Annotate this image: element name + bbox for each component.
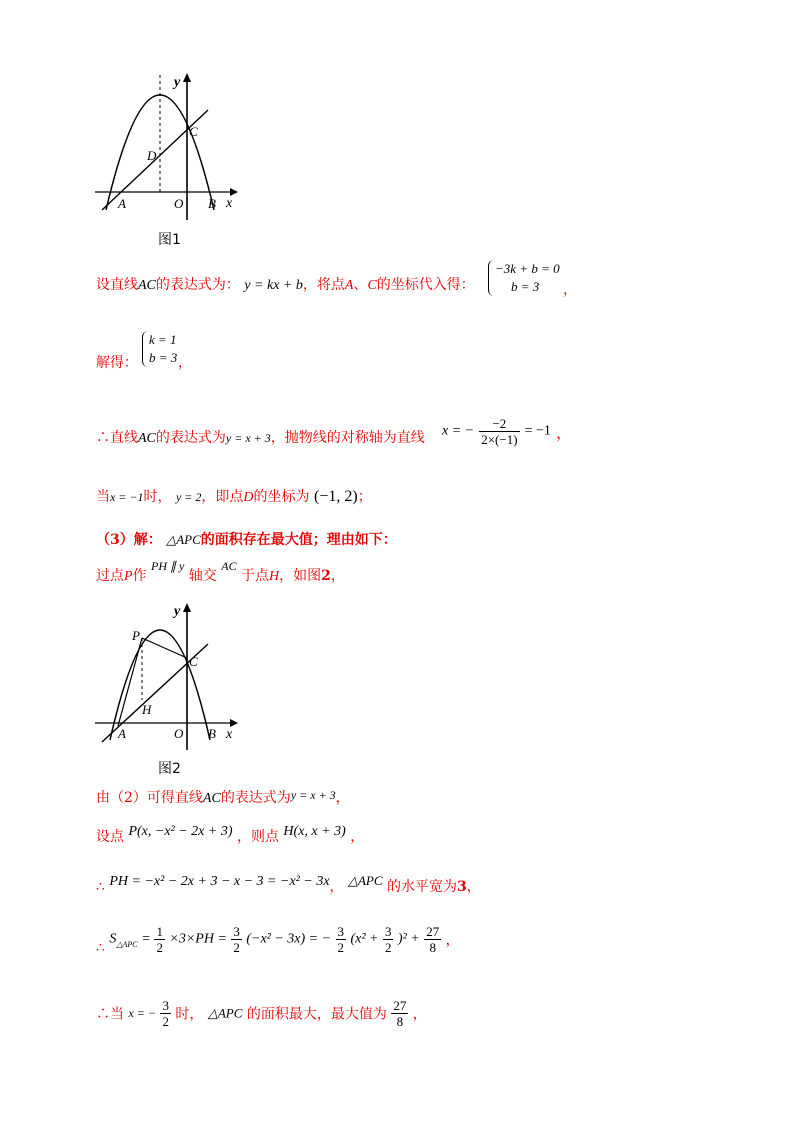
system-2: k = 1 b = 3 <box>142 331 177 367</box>
x-axis-arrow-icon <box>230 719 238 727</box>
line-3: ∴直线AC的表达式为y = x + 3，抛物线的对称轴为直线 <box>96 430 425 446</box>
label-h: H <box>142 702 152 717</box>
line-4: 当x = −1时， y = 2，即点D的坐标为 (−1, 2)； <box>96 488 372 505</box>
line-8: 设点 P(x, −x² − 2x + 3) ，则点 H(x, x + 3) ， <box>96 824 365 845</box>
label-x: x <box>226 727 233 742</box>
segment-pa <box>118 638 142 726</box>
label-a: A <box>118 726 126 741</box>
line-5: （3）解： △APC的面积存在最大值；理由如下： <box>96 532 397 548</box>
line-10: ∴ $S_{\triangle APC}$ = $\frac{1}{2}$ ×3×PH = $\frac{3}{2}$ (−x² − 3x) = − $\frac{3}{2}$ (x² + $\frac{3}{2}$ )² + $\frac{27}{8}$ ， <box>96 924 460 956</box>
figure-2 <box>90 600 250 750</box>
label-o: O <box>174 196 184 211</box>
y-axis-arrow-icon <box>183 603 191 612</box>
x-axis-arrow-icon <box>230 188 238 196</box>
line-9: ∴ PH = −x² − 2x + 3 − x − 3 = −x² − 3x， △APC 的水平宽为3， <box>96 873 481 895</box>
line-7: 由（2）可得直线AC的表达式为y = x + 3， <box>96 788 350 806</box>
system-1: −3k + b = 0 b = 3 <box>488 260 560 296</box>
label-d: D <box>147 148 157 163</box>
figure-1-caption: 图1 <box>158 232 181 248</box>
label-o: O <box>174 726 184 741</box>
figure-2-caption: 图2 <box>158 761 181 777</box>
y-axis-arrow-icon <box>183 73 191 82</box>
label-a: A <box>118 196 126 211</box>
label-c: C <box>189 654 198 669</box>
label-b: B <box>208 196 216 211</box>
line-1: 设直线AC的表达式为： y = kx + b，将点A、C的坐标代入得： <box>96 277 475 293</box>
line-6: 过点P作 PH ∥ y 轴交 AC 于点H，如图2， <box>96 559 345 584</box>
label-y: y <box>174 604 181 619</box>
label-y: y <box>174 75 181 90</box>
symmetry-axis-formula: x = − $\frac{-2}{2\times(-1)}$ = −1 ， <box>442 416 573 447</box>
line-11: ∴当 x = − $\frac{3}{2}$ 时， △APC 的面积最大，最大值为 $\frac{27}{8}$ ， <box>96 998 427 1029</box>
label-c: C <box>189 124 198 139</box>
label-b: B <box>208 726 216 741</box>
figure-1 <box>90 70 250 220</box>
label-x: x <box>226 196 233 211</box>
label-p: P <box>132 628 140 643</box>
line-2: 解得： <box>96 355 138 371</box>
